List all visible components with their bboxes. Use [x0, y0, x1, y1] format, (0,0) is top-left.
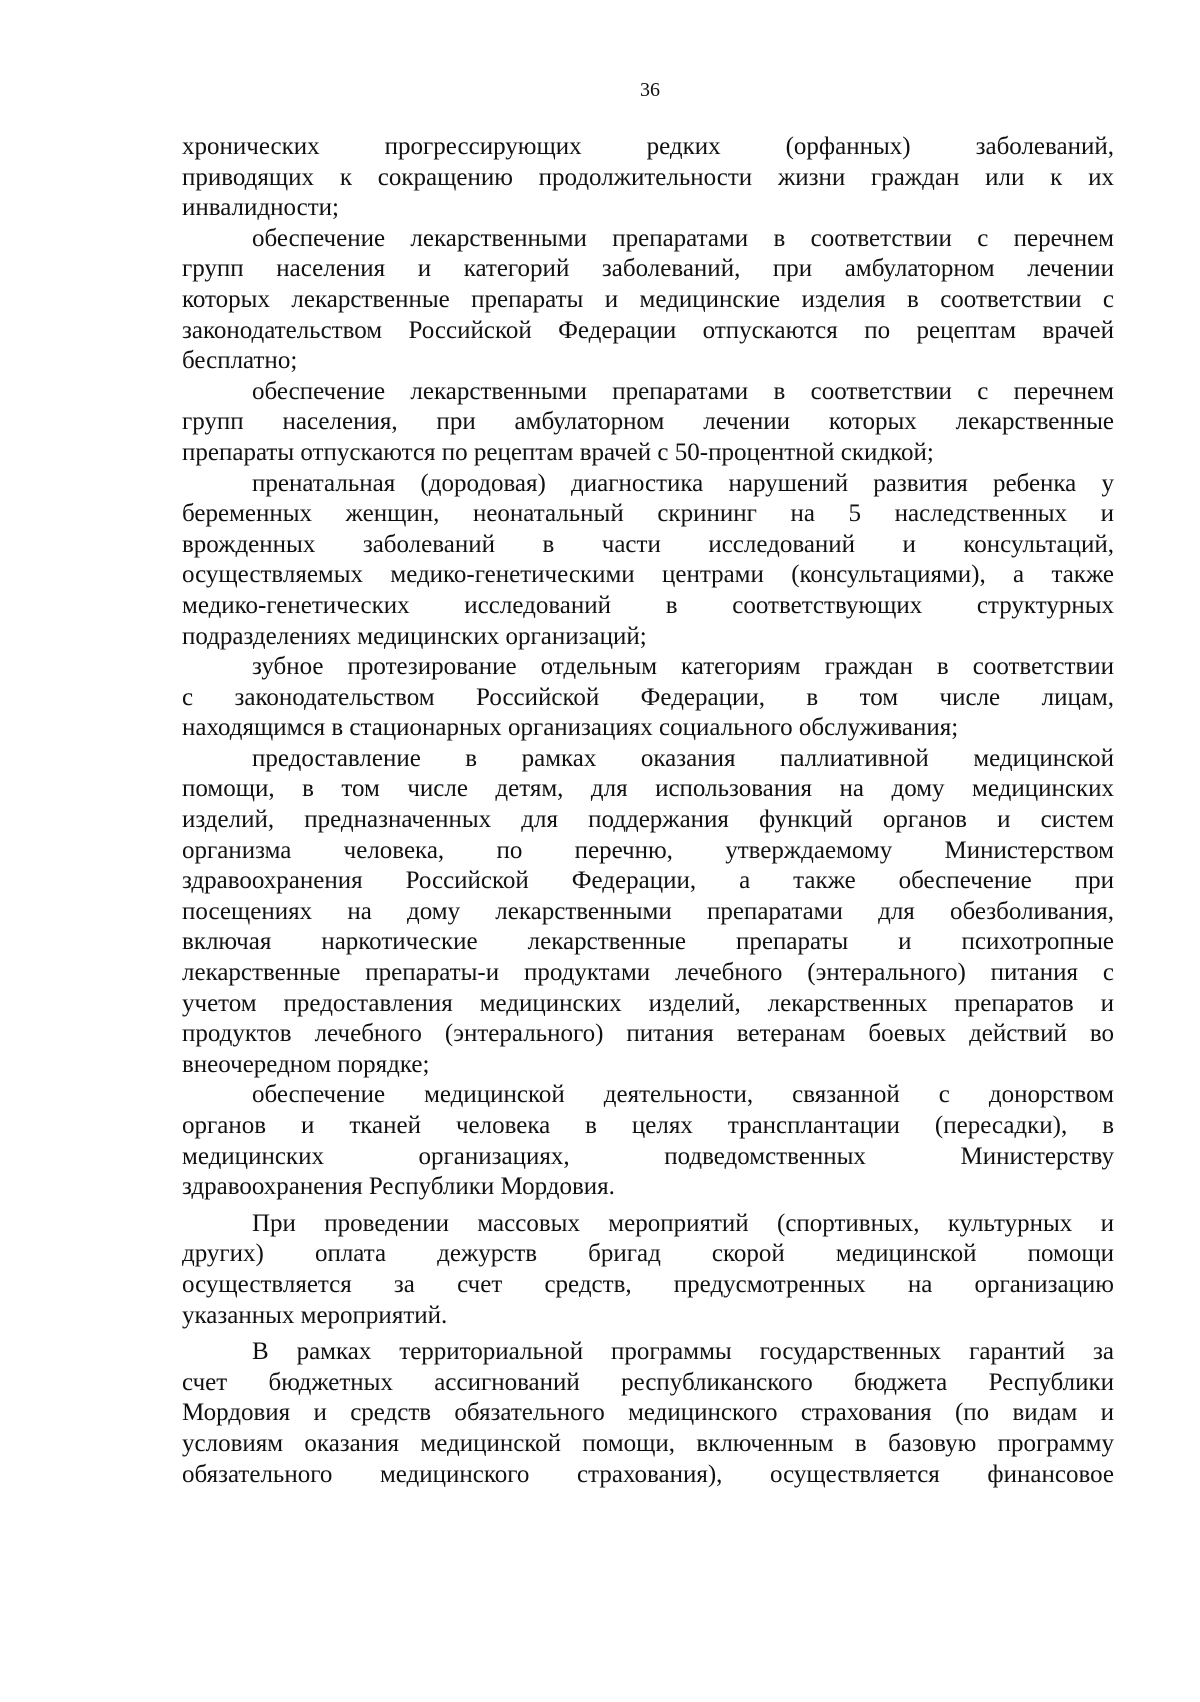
paragraph-dental-prosthetics: [182, 652, 1114, 744]
paragraph-prenatal-diagnostics: [182, 469, 1114, 653]
paragraph-free-drugs: [182, 224, 1114, 377]
text-line: законодательством Российской Федерации отпускаются по рецептам врачей: [182, 316, 1114, 344]
text-line: обеспечение медицинской деятельности, связанной с донорством: [252, 1081, 1114, 1109]
text-line: групп населения, при амбулаторном лечении которых лекарственные: [182, 408, 1114, 436]
text-line: лекарственные препараты-и продуктами лечебного (энтерального) питания с: [182, 959, 1114, 987]
text-line: обеспечение лекарственными препаратами в соответствии с перечнем: [252, 377, 1114, 405]
text-line: Мордовия и средств обязательного медицинского страхования (по видам и: [182, 1399, 1114, 1427]
text-line: помощи, в том числе детям, для использования на дому медицинских: [182, 775, 1114, 803]
text-line: продуктов лечебного (энтерального) питания ветеранам боевых действий во: [182, 1020, 1114, 1048]
text-line: хронических прогрессирующих редких (орфанных) заболеваний,: [182, 133, 1114, 160]
text-line: беременных женщин, неонатальный скрининг на 5 наследственных и: [182, 500, 1114, 528]
text-line: При проведении массовых мероприятий (спортивных, культурных и: [252, 1209, 1114, 1237]
paragraph-discount-drugs: [182, 377, 1114, 469]
text-line: которых лекарственные препараты и медицинские изделия в соответствии с: [182, 285, 1114, 313]
text-line: с законодательством Российской Федерации, в том числе лицам,: [182, 683, 1114, 711]
text-line: других) оплата дежурств бригад скорой медицинской помощи: [182, 1240, 1114, 1268]
text-line: условиям оказания медицинской помощи, включенным в базовую программу: [182, 1429, 1114, 1457]
text-line: счет бюджетных ассигнований республиканского бюджета Республики: [182, 1368, 1114, 1396]
text-line: врожденных заболеваний в части исследований и консультаций,: [182, 530, 1114, 558]
text-line: учетом предоставления медицинских изделий, лекарственных препаратов и: [182, 989, 1114, 1017]
page-number: 36: [640, 79, 660, 101]
paragraph-organ-donation: [182, 1080, 1114, 1202]
text-line: обязательного медицинского страхования), осуществляется финансовое: [182, 1460, 1114, 1488]
text-line: предоставление в рамках оказания паллиативной медицинской: [252, 744, 1114, 772]
paragraph-territorial-program: [182, 1337, 1114, 1490]
text-line: В рамках территориальной программы государственных гарантий за: [252, 1338, 1114, 1366]
text-line: препараты отпускаются по рецептам врачей с 50-процентной скидкой;: [182, 438, 934, 466]
text-line: приводящих к сокращению продолжительности жизни граждан или к их: [182, 163, 1114, 191]
text-line: зубное протезирование отдельным категориям граждан в соответствии: [252, 653, 1114, 681]
document-body: [182, 132, 1114, 1490]
paragraph-mass-events: [182, 1209, 1114, 1331]
text-line: осуществляемых медико-генетическими центрами (консультациями), а также: [182, 561, 1114, 589]
text-line: осуществляется за счет средств, предусмотренных на организацию: [182, 1270, 1114, 1298]
paragraph-palliative-care: [182, 744, 1114, 1081]
text-line: здравоохранения Республики Мордовия.: [182, 1173, 615, 1201]
text-line: посещениях на дому лекарственными препаратами для обезболивания,: [182, 897, 1114, 925]
text-line: подразделениях медицинских организаций;: [182, 622, 647, 650]
text-line: включая наркотические лекарственные препараты и психотропные: [182, 928, 1114, 956]
paragraph-chronic-diseases: [182, 132, 1114, 224]
text-line: обеспечение лекарственными препаратами в соответствии с перечнем: [252, 224, 1114, 252]
text-line: находящимся в стационарных организациях социального обслуживания;: [182, 714, 959, 742]
text-line: бесплатно;: [182, 347, 298, 375]
text-line: внеочередном порядке;: [182, 1050, 430, 1078]
text-line: групп населения и категорий заболеваний, при амбулаторном лечении: [182, 255, 1114, 283]
text-line: медицинских организациях, подведомственных Министерству: [182, 1142, 1114, 1170]
text-line: органов и тканей человека в целях трансплантации (пересадки), в: [182, 1112, 1114, 1139]
text-line: медико-генетических исследований в соответствующих структурных: [182, 591, 1114, 619]
text-line: здравоохранения Российской Федерации, а также обеспечение при: [182, 867, 1114, 895]
text-line: указанных мероприятий.: [182, 1301, 448, 1329]
text-line: инвалидности;: [182, 194, 339, 222]
text-line: изделий, предназначенных для поддержания функций органов и систем: [182, 806, 1114, 834]
text-line: пренатальная (дородовая) диагностика нарушений развития ребенка у: [252, 469, 1114, 497]
text-line: организма человека, по перечню, утверждаемому Министерством: [182, 836, 1114, 864]
